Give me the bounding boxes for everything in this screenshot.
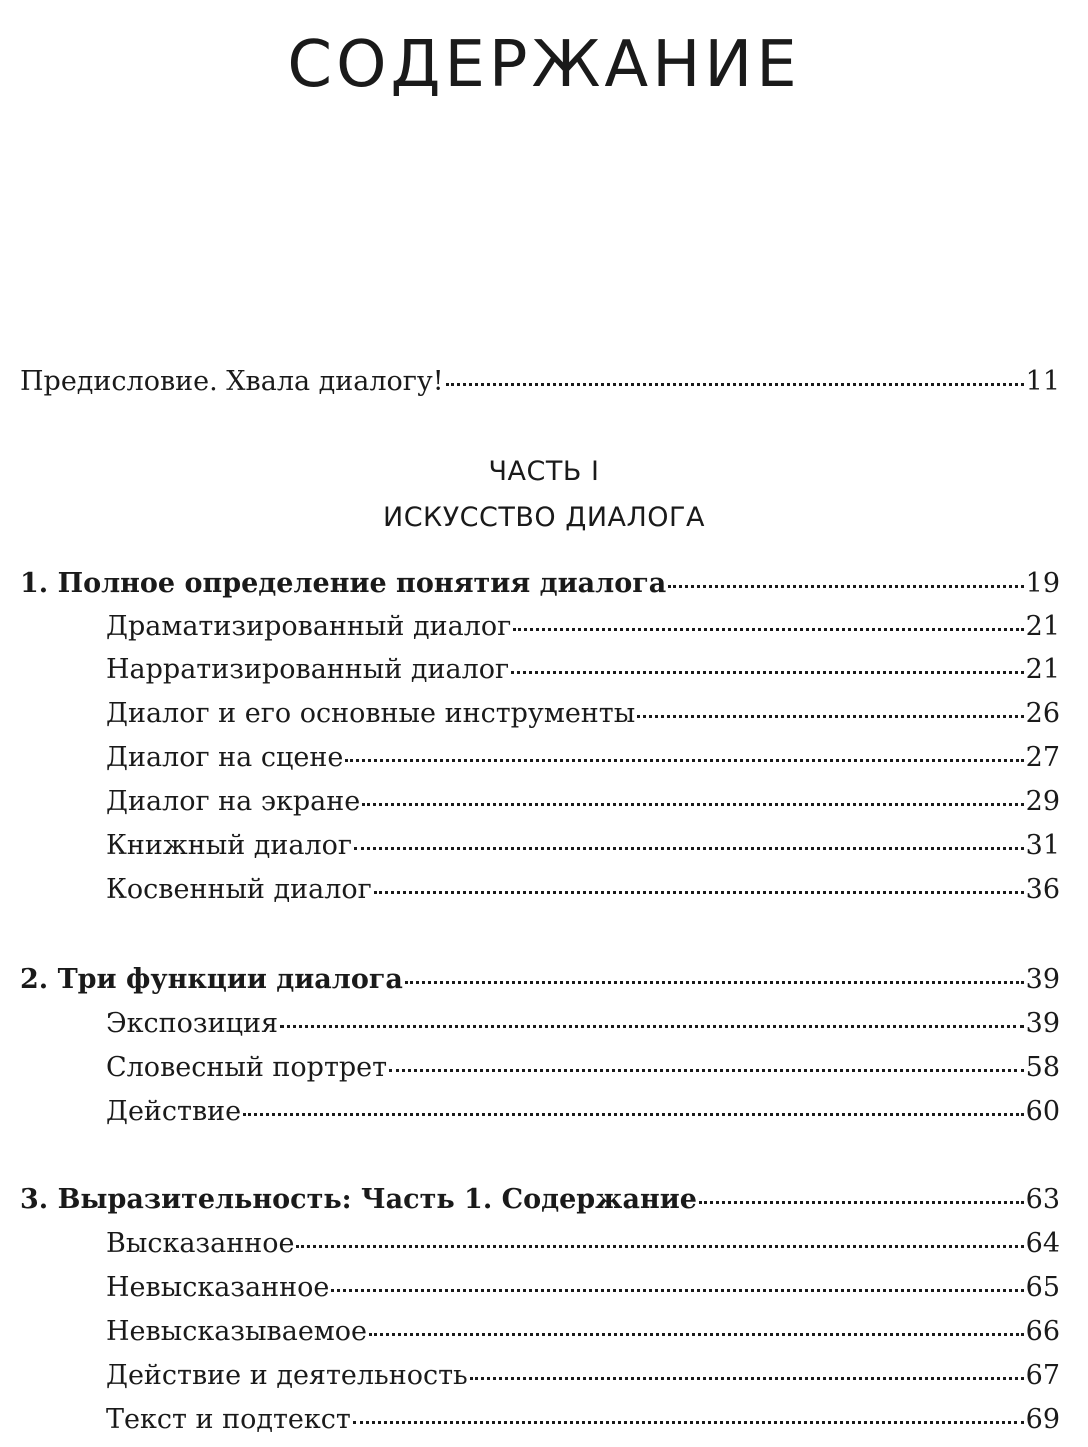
- leader-dots: [405, 980, 1024, 984]
- toc-entry[interactable]: [106, 870, 1060, 910]
- toc-entry-label: Нарратизированный диалог: [106, 654, 510, 685]
- toc-entry[interactable]: [106, 1048, 1060, 1088]
- toc-page-number: 21: [1025, 611, 1060, 642]
- toc-chapter-label: 1. Полное определение понятия диалога: [20, 568, 667, 599]
- leader-dots: [470, 1376, 1024, 1380]
- toc-page-number: 58: [1025, 1052, 1060, 1083]
- toc-page-number: 39: [1025, 1008, 1060, 1039]
- page-title: СОДЕРЖАНИЕ: [287, 28, 801, 102]
- leader-dots: [243, 1112, 1023, 1116]
- leader-dots: [331, 1288, 1023, 1292]
- toc-entry-label: Невысказанное: [106, 1272, 330, 1303]
- toc-entry-preface[interactable]: [20, 362, 1060, 402]
- toc-entry[interactable]: [106, 1224, 1060, 1264]
- toc-entry-label: Экспозиция: [106, 1008, 279, 1039]
- leader-dots: [699, 1200, 1024, 1204]
- toc-entry-label: Текст и подтекст: [106, 1404, 351, 1435]
- toc-chapter-label: 3. Выразительность: Часть 1. Содержание: [20, 1184, 697, 1215]
- toc-page-number: 63: [1025, 1184, 1060, 1215]
- leader-dots: [637, 714, 1023, 718]
- toc-page-number: 64: [1025, 1228, 1060, 1259]
- toc-entry-label: Действие и деятельность: [106, 1360, 468, 1391]
- leader-dots: [362, 802, 1023, 806]
- toc-page-number: 27: [1025, 742, 1060, 773]
- toc-entry[interactable]: [106, 1312, 1060, 1352]
- toc-page-number: 36: [1025, 874, 1060, 905]
- leader-dots: [369, 1332, 1024, 1336]
- leader-dots: [345, 758, 1023, 762]
- toc-entry[interactable]: [106, 782, 1060, 822]
- toc-page-number: 39: [1025, 964, 1060, 995]
- toc-entry[interactable]: [106, 1400, 1060, 1440]
- toc-entry-label: Косвенный диалог: [106, 874, 372, 905]
- leader-dots: [389, 1068, 1024, 1072]
- toc-page-number: 65: [1025, 1272, 1060, 1303]
- toc-page-number: 67: [1025, 1360, 1060, 1391]
- toc-entry-label: Предисловие. Хвала диалогу!: [20, 366, 444, 397]
- toc-entry[interactable]: [106, 694, 1060, 734]
- part-label: ЧАСТЬ I: [488, 456, 600, 487]
- leader-dots: [668, 584, 1023, 588]
- toc-chapter-1[interactable]: [20, 564, 1060, 604]
- toc-entry-label: Диалог на экране: [106, 786, 361, 817]
- toc-entry-label: Действие: [106, 1096, 242, 1127]
- toc-entry[interactable]: [106, 650, 1060, 690]
- toc-entry-label: Драматизированный диалог: [106, 611, 512, 642]
- toc-entry[interactable]: [106, 1268, 1060, 1308]
- leader-dots: [511, 670, 1024, 674]
- toc-page-number: 31: [1025, 830, 1060, 861]
- leader-dots: [296, 1244, 1023, 1248]
- toc-entry-label: Словесный портрет: [106, 1052, 388, 1083]
- leader-dots: [513, 627, 1023, 631]
- toc-entry-label: Невысказываемое: [106, 1316, 368, 1347]
- toc-entry[interactable]: [106, 1092, 1060, 1132]
- toc-page-number: 19: [1025, 568, 1060, 599]
- leader-dots: [354, 846, 1024, 850]
- toc-page-number: 29: [1025, 786, 1060, 817]
- toc-entry[interactable]: [106, 738, 1060, 778]
- toc-page-number: 66: [1025, 1316, 1060, 1347]
- leader-dots: [446, 382, 1024, 386]
- toc-entry[interactable]: [106, 1004, 1060, 1044]
- toc-chapter-label: 2. Три функции диалога: [20, 964, 403, 995]
- toc-entry[interactable]: [106, 1356, 1060, 1396]
- part-title: ИСКУССТВО ДИАЛОГА: [383, 502, 705, 533]
- toc-chapter-3[interactable]: [20, 1180, 1060, 1220]
- leader-dots: [280, 1024, 1024, 1028]
- toc-entry-label: Диалог и его основные инструменты: [106, 698, 636, 729]
- toc-entry-label: Книжный диалог: [106, 830, 353, 861]
- toc-page-number: 11: [1025, 366, 1060, 397]
- toc-page-number: 69: [1025, 1404, 1060, 1435]
- leader-dots: [353, 1420, 1024, 1424]
- toc-entry-label: Высказанное: [106, 1228, 295, 1259]
- leader-dots: [374, 890, 1024, 894]
- toc-page-number: 26: [1025, 698, 1060, 729]
- toc-page-number: 60: [1025, 1096, 1060, 1127]
- toc-entry[interactable]: [106, 826, 1060, 866]
- toc-page-number: 21: [1025, 654, 1060, 685]
- toc-chapter-2[interactable]: [20, 960, 1060, 1000]
- toc-entry-label: Диалог на сцене: [106, 742, 344, 773]
- toc-entry[interactable]: [106, 607, 1060, 647]
